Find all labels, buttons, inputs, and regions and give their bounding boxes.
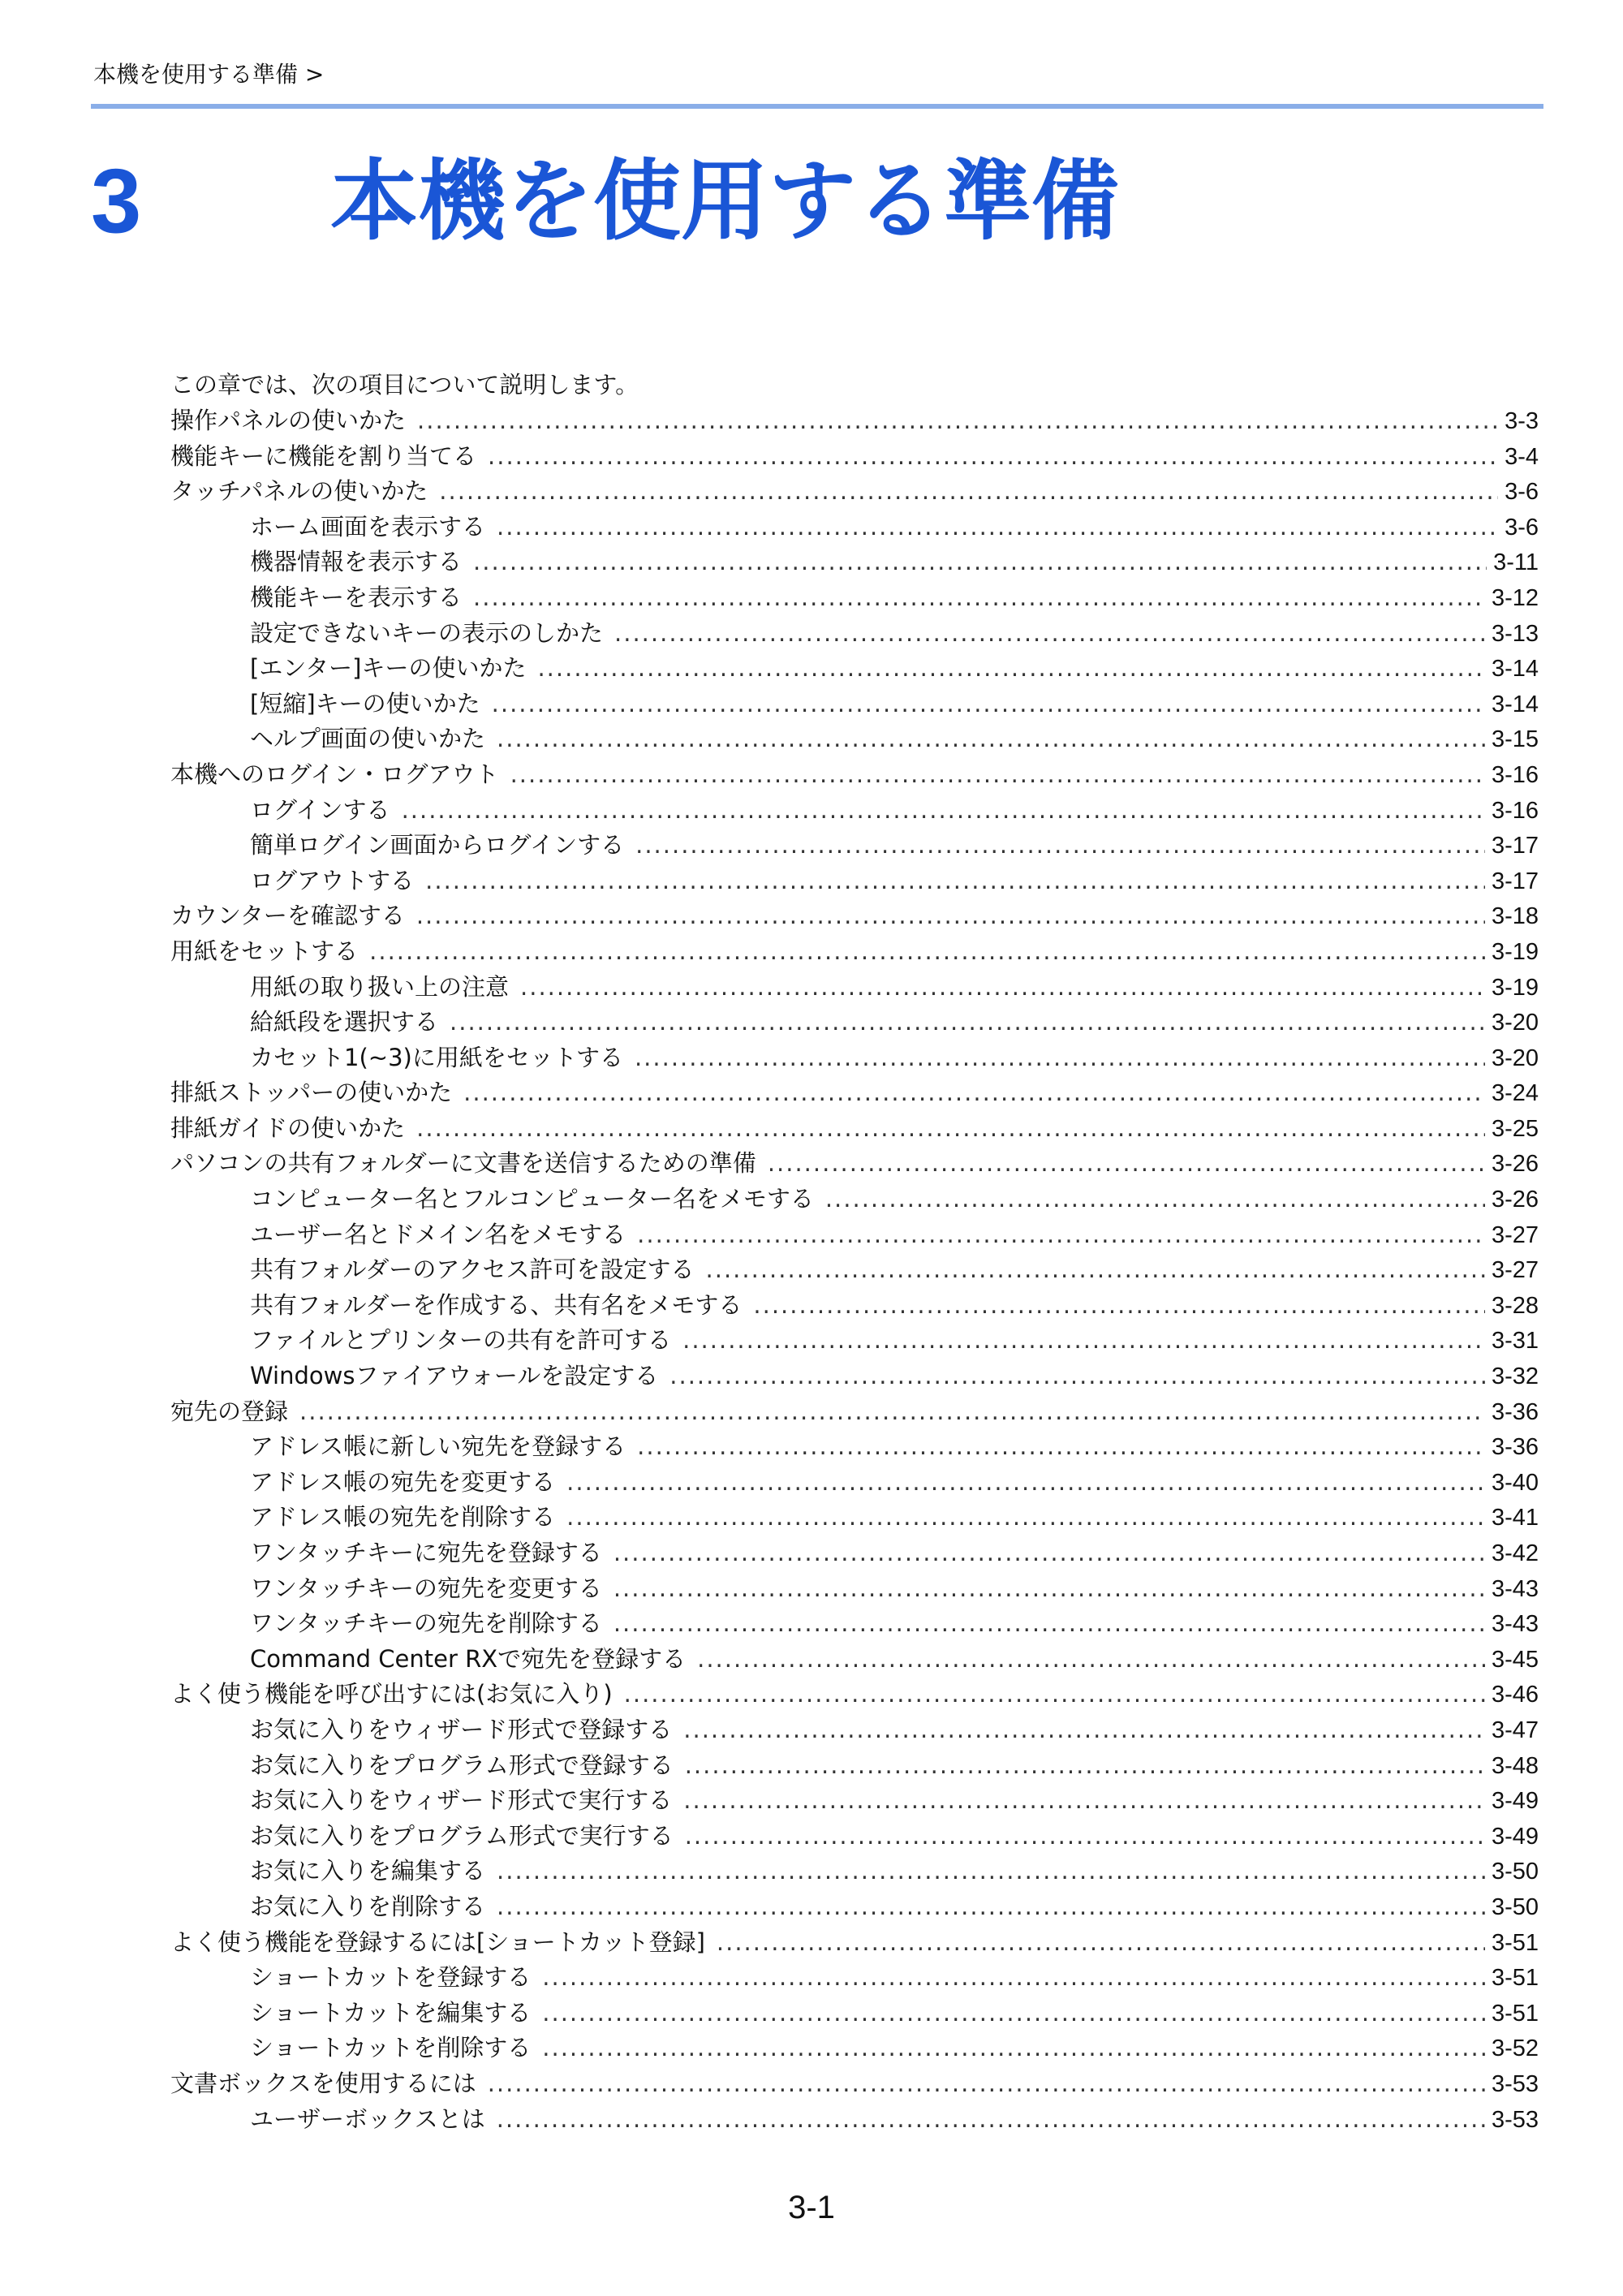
- toc-entry[interactable]: [170, 1819, 1539, 1854]
- toc-entry-title: コンピューター名とフルコンピューター名をメモする: [250, 1185, 814, 1213]
- toc-dot-leader: [417, 403, 1498, 439]
- toc-entry-title: ショートカットを削除する: [250, 2034, 532, 2062]
- toc-entry[interactable]: [170, 1642, 1539, 1678]
- toc-entry[interactable]: [170, 616, 1539, 652]
- toc-entry-title: 簡単ログイン画面からログインする: [250, 831, 625, 859]
- toc-entry-page: 3-12: [1491, 584, 1539, 611]
- toc-entry[interactable]: [170, 1500, 1539, 1536]
- toc-dot-leader: [450, 1005, 1485, 1040]
- toc-entry[interactable]: [170, 545, 1539, 580]
- toc-dot-leader: [497, 2102, 1485, 2138]
- toc-dot-leader: [416, 1111, 1485, 1147]
- toc-entry-title: アドレス帳の宛先を変更する: [250, 1467, 556, 1496]
- toc-entry-page: 3-46: [1491, 1682, 1539, 1708]
- toc-dot-leader: [542, 1960, 1485, 1996]
- toc-entry[interactable]: [170, 1854, 1539, 1889]
- toc-entry-title: ワンタッチキーに宛先を登録する: [250, 1539, 602, 1566]
- toc-dot-leader: [542, 1996, 1485, 2031]
- toc-entry-title: [エンター]キーの使いかた: [250, 654, 527, 683]
- toc-entry-title: 共有フォルダーのアクセス許可を設定する: [250, 1256, 695, 1284]
- toc-dot-leader: [613, 1536, 1485, 1571]
- toc-entry[interactable]: [170, 1217, 1539, 1253]
- toc-entry[interactable]: [170, 1748, 1539, 1784]
- toc-entry-page: 3-19: [1491, 938, 1539, 965]
- toc-entry[interactable]: [170, 1182, 1539, 1217]
- toc-entry-page: 3-6: [1505, 514, 1539, 541]
- toc-entry-page: 3-28: [1491, 1292, 1539, 1319]
- toc-entry-page: 3-53: [1491, 2106, 1539, 2133]
- toc-entry[interactable]: [170, 1996, 1539, 2031]
- toc-dot-leader: [497, 722, 1485, 757]
- toc-dot-leader: [497, 1889, 1485, 1925]
- toc-entry[interactable]: [170, 1571, 1539, 1607]
- toc-entry-title: ショートカットを編集する: [250, 1998, 532, 2027]
- header-divider: [91, 104, 1543, 109]
- toc-entry-page: 3-42: [1491, 1540, 1539, 1566]
- toc-entry-title: カウンターを確認する: [170, 902, 405, 930]
- toc-entry-page: 3-24: [1491, 1080, 1539, 1107]
- toc-entry-title: 操作パネルの使いかた: [170, 407, 407, 434]
- toc-entry[interactable]: [170, 1925, 1539, 1961]
- toc-entry-page: 3-17: [1491, 868, 1539, 894]
- toc-entry[interactable]: [170, 970, 1539, 1006]
- toc-entry-title: 排紙ガイドの使いかた: [170, 1114, 406, 1142]
- toc-entry-title: 宛先の登録: [170, 1397, 289, 1425]
- toc-dot-leader: [753, 1288, 1485, 1324]
- toc-entry-title: 機能キーに機能を割り当てる: [170, 442, 477, 470]
- toc-dot-leader: [537, 651, 1484, 687]
- toc-entry[interactable]: [170, 722, 1539, 757]
- toc-entry-title: 用紙をセットする: [170, 937, 359, 965]
- toc-entry[interactable]: [170, 1960, 1539, 1996]
- toc-entry-page: 3-48: [1491, 1752, 1539, 1779]
- toc-entry[interactable]: [170, 1005, 1539, 1040]
- toc-entry[interactable]: [170, 1288, 1539, 1324]
- toc-entry[interactable]: [170, 898, 1539, 934]
- toc-dot-leader: [473, 545, 1487, 580]
- toc-entry-title: ワンタッチキーの宛先を削除する: [250, 1609, 602, 1638]
- toc-dot-leader: [463, 1075, 1485, 1111]
- chapter-number: 3: [91, 150, 142, 252]
- toc-entry[interactable]: [170, 687, 1539, 722]
- chapter-title: 本機を使用する準備: [330, 152, 1120, 250]
- toc-entry-page: 3-47: [1491, 1717, 1539, 1743]
- toc-dot-leader: [682, 1323, 1485, 1359]
- toc-entry-page: 3-16: [1491, 797, 1539, 824]
- toc-entry-title: よく使う機能を登録するには[ショートカット登録]: [170, 1928, 705, 1956]
- toc-entry-title: 機能キーを表示する: [250, 583, 463, 611]
- toc-entry-title: 排紙ストッパーの使いかた: [170, 1079, 453, 1107]
- toc-entry-page: 3-18: [1491, 903, 1539, 930]
- toc-entry-title: お気に入りをウィザード形式で登録する: [250, 1715, 673, 1743]
- toc-entry-page: 3-15: [1491, 726, 1539, 753]
- toc-entry-page: 3-51: [1491, 1965, 1539, 1992]
- toc-entry-title: アドレス帳の宛先を削除する: [250, 1503, 556, 1531]
- toc-entry[interactable]: [170, 793, 1539, 829]
- toc-entry-title: ホーム画面を表示する: [250, 512, 486, 541]
- toc-dot-leader: [439, 474, 1498, 510]
- toc-dot-leader: [299, 1394, 1485, 1430]
- toc-entry-title: タッチパネルの使いかた: [170, 477, 428, 506]
- toc-entry-title: お気に入りをプログラム形式で登録する: [250, 1751, 674, 1779]
- toc-entry[interactable]: [170, 1359, 1539, 1394]
- toc-dot-leader: [706, 1252, 1485, 1288]
- toc-entry-title: お気に入りをウィザード形式で実行する: [250, 1786, 673, 1815]
- toc-entry-title: ショートカットを登録する: [250, 1963, 532, 1992]
- toc-entry-page: 3-6: [1505, 479, 1539, 506]
- toc-entry[interactable]: [170, 1889, 1539, 1925]
- page-number: 3-1: [788, 2190, 835, 2225]
- toc-entry[interactable]: [170, 2031, 1539, 2066]
- toc-entry[interactable]: [170, 474, 1539, 510]
- toc-dot-leader: [635, 1040, 1485, 1076]
- toc-entry-page: 3-43: [1491, 1575, 1539, 1602]
- toc-entry[interactable]: [170, 1040, 1539, 1076]
- toc-entry[interactable]: [170, 1536, 1539, 1571]
- toc-entry-page: 3-40: [1491, 1469, 1539, 1496]
- toc-entry[interactable]: [170, 864, 1539, 899]
- toc-entry[interactable]: [170, 439, 1539, 475]
- toc-entry[interactable]: [170, 757, 1539, 793]
- toc-dot-leader: [637, 1429, 1485, 1465]
- toc-entry[interactable]: [170, 2102, 1539, 2138]
- toc-dot-leader: [635, 828, 1485, 864]
- toc-entry-title: ログインする: [250, 795, 390, 824]
- toc-entry-page: 3-43: [1491, 1611, 1539, 1638]
- toc-entry-page: 3-20: [1491, 1010, 1539, 1036]
- toc-entry-page: 3-14: [1491, 691, 1539, 717]
- toc-entry-page: 3-45: [1491, 1646, 1539, 1673]
- toc-entry[interactable]: [170, 1429, 1539, 1465]
- toc-entry-page: 3-4: [1505, 443, 1539, 470]
- toc-entry[interactable]: [170, 2066, 1539, 2102]
- toc-entry-page: 3-16: [1491, 761, 1539, 788]
- toc-entry-title: お気に入りをプログラム形式で実行する: [250, 1821, 674, 1850]
- toc-dot-leader: [614, 616, 1485, 652]
- toc-entry-title: ログアウトする: [250, 866, 415, 894]
- toc-entry-title: Windowsファイアウォールを設定する: [250, 1362, 659, 1390]
- toc-entry[interactable]: [170, 1075, 1539, 1111]
- toc-entry[interactable]: [170, 1394, 1539, 1430]
- toc-dot-leader: [613, 1571, 1485, 1607]
- toc-dot-leader: [416, 898, 1485, 934]
- toc-entry-title: 設定できないキーの表示のしかた: [250, 618, 604, 647]
- toc-entry[interactable]: [170, 1712, 1539, 1748]
- toc-dot-leader: [497, 510, 1498, 545]
- toc-entry-title: パソコンの共有フォルダーに文書を送信するための準備: [170, 1149, 756, 1178]
- intro-text: この章では、次の項目について説明します。: [170, 371, 639, 398]
- toc-entry-page: 3-50: [1491, 1893, 1539, 1920]
- toc-entry[interactable]: [170, 510, 1539, 545]
- breadcrumb: 本機を使用する準備 >: [93, 61, 325, 88]
- toc-entry-title: 用紙の取り扱い上の注意: [250, 972, 510, 1001]
- toc-dot-leader: [717, 1925, 1485, 1961]
- toc-entry-title: お気に入りを削除する: [250, 1892, 486, 1920]
- toc-entry-page: 3-52: [1491, 2035, 1539, 2062]
- toc-entry-page: 3-50: [1491, 1859, 1539, 1885]
- toc-dot-leader: [510, 757, 1485, 793]
- toc-entry[interactable]: [170, 1146, 1539, 1182]
- toc-entry-page: 3-49: [1491, 1788, 1539, 1815]
- toc-dot-leader: [637, 1217, 1485, 1253]
- toc-entry-title: 文書ボックスを使用するには: [170, 2069, 476, 2097]
- toc-dot-leader: [542, 2031, 1485, 2066]
- toc-entry-title: お気に入りを編集する: [250, 1857, 486, 1885]
- toc-dot-leader: [425, 864, 1485, 899]
- toc-entry-page: 3-32: [1491, 1363, 1539, 1390]
- toc-dot-leader: [402, 793, 1485, 829]
- toc-dot-leader: [683, 1712, 1485, 1748]
- toc-entry-title: ファイルとプリンターの共有を許可する: [250, 1326, 672, 1355]
- toc-entry-title: よく使う機能を呼び出すには(お気に入り): [170, 1680, 613, 1708]
- toc-entry-page: 3-51: [1491, 1929, 1539, 1956]
- toc-entry-page: 3-17: [1491, 833, 1539, 859]
- toc-entry-page: 3-27: [1491, 1257, 1539, 1284]
- toc-dot-leader: [685, 1819, 1485, 1854]
- toc-entry-page: 3-31: [1491, 1328, 1539, 1355]
- toc-entry-page: 3-36: [1491, 1434, 1539, 1461]
- toc-dot-leader: [473, 580, 1485, 616]
- toc-entry-title: 給紙段を選択する: [250, 1008, 439, 1036]
- toc-entry[interactable]: [170, 1606, 1539, 1642]
- toc-entry-page: 3-36: [1491, 1398, 1539, 1425]
- toc-entry[interactable]: [170, 828, 1539, 864]
- toc-dot-leader: [685, 1748, 1485, 1784]
- toc-dot-leader: [825, 1182, 1485, 1217]
- toc-dot-leader: [683, 1783, 1485, 1819]
- toc-entry-title: ユーザー名とドメイン名をメモする: [250, 1220, 626, 1248]
- toc-dot-leader: [566, 1500, 1485, 1536]
- toc-dot-leader: [768, 1146, 1485, 1182]
- toc-entry[interactable]: [170, 1783, 1539, 1819]
- toc-entry-title: 機器情報を表示する: [250, 548, 463, 576]
- toc-entry-title: ユーザーボックスとは: [250, 2104, 485, 2133]
- toc-dot-leader: [369, 934, 1485, 970]
- toc-dot-leader: [669, 1359, 1485, 1394]
- toc-dot-leader: [488, 439, 1498, 475]
- toc-dot-leader: [566, 1465, 1485, 1501]
- toc-entry-title: ヘルプ画面の使いかた: [250, 725, 486, 753]
- toc-entry-page: 3-49: [1491, 1823, 1539, 1850]
- toc-entry-page: 3-13: [1491, 620, 1539, 647]
- toc-entry[interactable]: [170, 1677, 1539, 1712]
- toc-dot-leader: [488, 2066, 1485, 2102]
- toc-dot-leader: [520, 970, 1485, 1006]
- toc-entry-page: 3-27: [1491, 1221, 1539, 1248]
- toc-dot-leader: [492, 687, 1485, 722]
- toc-entry[interactable]: [170, 651, 1539, 687]
- toc-dot-leader: [697, 1642, 1485, 1678]
- toc-entry[interactable]: [170, 934, 1539, 970]
- toc-dot-leader: [497, 1854, 1485, 1889]
- toc-entry[interactable]: [170, 403, 1539, 439]
- toc-entry-title: アドレス帳に新しい宛先を登録する: [250, 1432, 626, 1461]
- toc-entry-title: Command Center RXで宛先を登録する: [250, 1644, 687, 1673]
- toc-entry-title: 本機へのログイン・ログアウト: [170, 760, 499, 788]
- toc-entry-title: カセット1(~3)に用紙をセットする: [250, 1043, 623, 1071]
- toc-entry[interactable]: [170, 1111, 1539, 1147]
- toc-entry[interactable]: [170, 580, 1539, 616]
- toc-entry[interactable]: [170, 1252, 1539, 1288]
- toc-entry-page: 3-25: [1491, 1115, 1539, 1142]
- toc-entry-page: 3-51: [1491, 2000, 1539, 2027]
- toc-entry-title: ワンタッチキーの宛先を変更する: [250, 1574, 602, 1602]
- toc-entry-page: 3-3: [1505, 408, 1539, 434]
- toc-entry-page: 3-11: [1493, 549, 1539, 576]
- toc-entry-title: 共有フォルダーを作成する、共有名をメモする: [250, 1290, 743, 1319]
- toc-entry-page: 3-14: [1491, 656, 1539, 683]
- toc-entry[interactable]: [170, 1465, 1539, 1501]
- toc-entry-page: 3-26: [1491, 1187, 1539, 1213]
- toc-entry-page: 3-20: [1491, 1045, 1539, 1071]
- table-of-contents: [170, 403, 1539, 2137]
- toc-entry-page: 3-53: [1491, 2070, 1539, 2097]
- toc-dot-leader: [613, 1606, 1485, 1642]
- toc-entry-page: 3-41: [1491, 1505, 1539, 1531]
- toc-dot-leader: [624, 1677, 1485, 1712]
- toc-entry-page: 3-26: [1491, 1151, 1539, 1178]
- toc-entry[interactable]: [170, 1323, 1539, 1359]
- toc-entry-page: 3-19: [1491, 974, 1539, 1001]
- toc-entry-title: [短縮]キーの使いかた: [250, 689, 480, 717]
